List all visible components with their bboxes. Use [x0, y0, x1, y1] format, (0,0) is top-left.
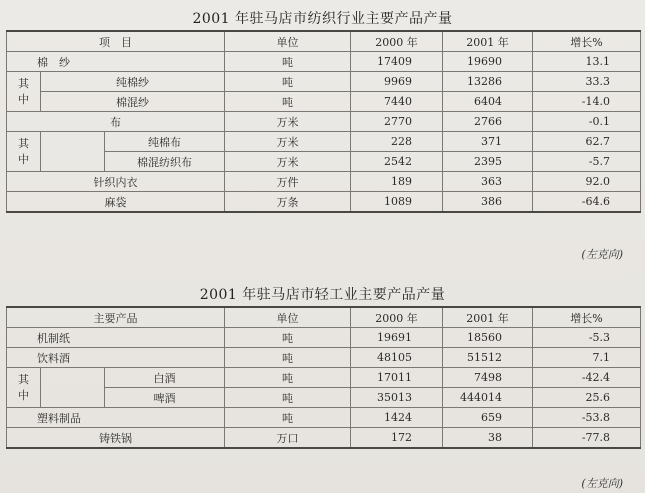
row-2001: 18560	[443, 328, 533, 348]
row-2000: 19691	[351, 328, 443, 348]
row-unit: 吨	[225, 388, 351, 408]
header-2001: 2001 年	[443, 307, 533, 328]
table-header-row	[7, 31, 641, 52]
row-2000: 228	[351, 132, 443, 152]
header-item: 项 目	[7, 31, 225, 52]
row-growth: 7.1	[533, 348, 641, 368]
table-row	[7, 132, 641, 152]
row-name: 棉混纱	[41, 92, 225, 112]
row-unit: 吨	[225, 72, 351, 92]
row-2000: 17011	[351, 368, 443, 388]
table2-title: 2001 年驻马店市轻工业主要产品产量	[199, 287, 446, 303]
row-name: 铸铁锅	[7, 428, 225, 449]
row-2001: 7498	[443, 368, 533, 388]
row-growth: -64.6	[533, 192, 641, 213]
spacer-cell	[41, 132, 105, 172]
table-row	[7, 348, 641, 368]
table-row	[7, 172, 641, 192]
row-2000: 17409	[351, 52, 443, 72]
header-2001: 2001 年	[443, 31, 533, 52]
row-2000: 7440	[351, 92, 443, 112]
row-unit: 吨	[225, 348, 351, 368]
author-note: (左克向)	[581, 477, 623, 490]
row-name: 棉 纱	[7, 52, 225, 72]
row-growth: 13.1	[533, 52, 641, 72]
row-2001: 19690	[443, 52, 533, 72]
row-2000: 9969	[351, 72, 443, 92]
header-unit: 单位	[225, 31, 351, 52]
table-header-row	[7, 307, 641, 328]
row-growth: -5.3	[533, 328, 641, 348]
table-row	[7, 328, 641, 348]
row-2001: 444014	[443, 388, 533, 408]
row-unit: 万口	[225, 428, 351, 449]
row-2000: 1424	[351, 408, 443, 428]
row-2001: 51512	[443, 348, 533, 368]
header-unit: 单位	[225, 307, 351, 328]
row-name: 麻袋	[7, 192, 225, 213]
row-2001: 6404	[443, 92, 533, 112]
row-growth: -77.8	[533, 428, 641, 449]
header-2000: 2000 年	[351, 31, 443, 52]
row-2000: 1089	[351, 192, 443, 213]
row-unit: 万条	[225, 192, 351, 213]
table-row	[7, 72, 641, 92]
row-unit: 万米	[225, 112, 351, 132]
qizhong-label: 其 中	[7, 132, 41, 172]
spacer-cell	[41, 368, 105, 408]
row-2001: 386	[443, 192, 533, 213]
row-unit: 万米	[225, 132, 351, 152]
header-2000: 2000 年	[351, 307, 443, 328]
row-2001: 38	[443, 428, 533, 449]
row-unit: 吨	[225, 328, 351, 348]
row-name: 饮料酒	[7, 348, 225, 368]
row-unit: 万米	[225, 152, 351, 172]
row-2001: 13286	[443, 72, 533, 92]
row-growth: -42.4	[533, 368, 641, 388]
row-unit: 万件	[225, 172, 351, 192]
table-row	[7, 192, 641, 213]
table-row	[7, 92, 641, 112]
table-row	[7, 52, 641, 72]
light-industry-output-table	[6, 306, 641, 449]
row-unit: 吨	[225, 92, 351, 112]
row-name: 布	[7, 112, 225, 132]
table-row	[7, 428, 641, 449]
row-2001: 2395	[443, 152, 533, 172]
author-note: (左克向)	[581, 248, 623, 261]
row-growth: -14.0	[533, 92, 641, 112]
textile-output-table	[6, 30, 641, 213]
row-name: 纯棉纱	[41, 72, 225, 92]
row-unit: 吨	[225, 368, 351, 388]
row-growth: -53.8	[533, 408, 641, 428]
header-growth: 增长%	[533, 31, 641, 52]
row-name: 白酒	[105, 368, 225, 388]
row-name: 纯棉布	[105, 132, 225, 152]
row-2000: 2542	[351, 152, 443, 172]
row-unit: 吨	[225, 52, 351, 72]
row-growth: 25.6	[533, 388, 641, 408]
row-growth: -5.7	[533, 152, 641, 172]
row-2000: 172	[351, 428, 443, 449]
row-2000: 35013	[351, 388, 443, 408]
row-2001: 659	[443, 408, 533, 428]
row-growth: 33.3	[533, 72, 641, 92]
row-name: 啤酒	[105, 388, 225, 408]
row-2000: 48105	[351, 348, 443, 368]
row-2000: 189	[351, 172, 443, 192]
row-name: 塑料制品	[7, 408, 225, 428]
table-row	[7, 112, 641, 132]
qizhong-label: 其 中	[7, 368, 41, 408]
header-item: 主要产品	[7, 307, 225, 328]
qizhong-label: 其 中	[7, 72, 41, 112]
row-2001: 371	[443, 132, 533, 152]
table1-title: 2001 年驻马店市纺织行业主要产品产量	[192, 11, 453, 27]
row-growth: -0.1	[533, 112, 641, 132]
row-name: 针织内衣	[7, 172, 225, 192]
row-name: 棉混纺织布	[105, 152, 225, 172]
row-2000: 2770	[351, 112, 443, 132]
row-unit: 吨	[225, 408, 351, 428]
row-name: 机制纸	[7, 328, 225, 348]
row-growth: 92.0	[533, 172, 641, 192]
row-growth: 62.7	[533, 132, 641, 152]
row-2001: 363	[443, 172, 533, 192]
table-row	[7, 368, 641, 388]
row-2001: 2766	[443, 112, 533, 132]
header-growth: 增长%	[533, 307, 641, 328]
table-row	[7, 408, 641, 428]
